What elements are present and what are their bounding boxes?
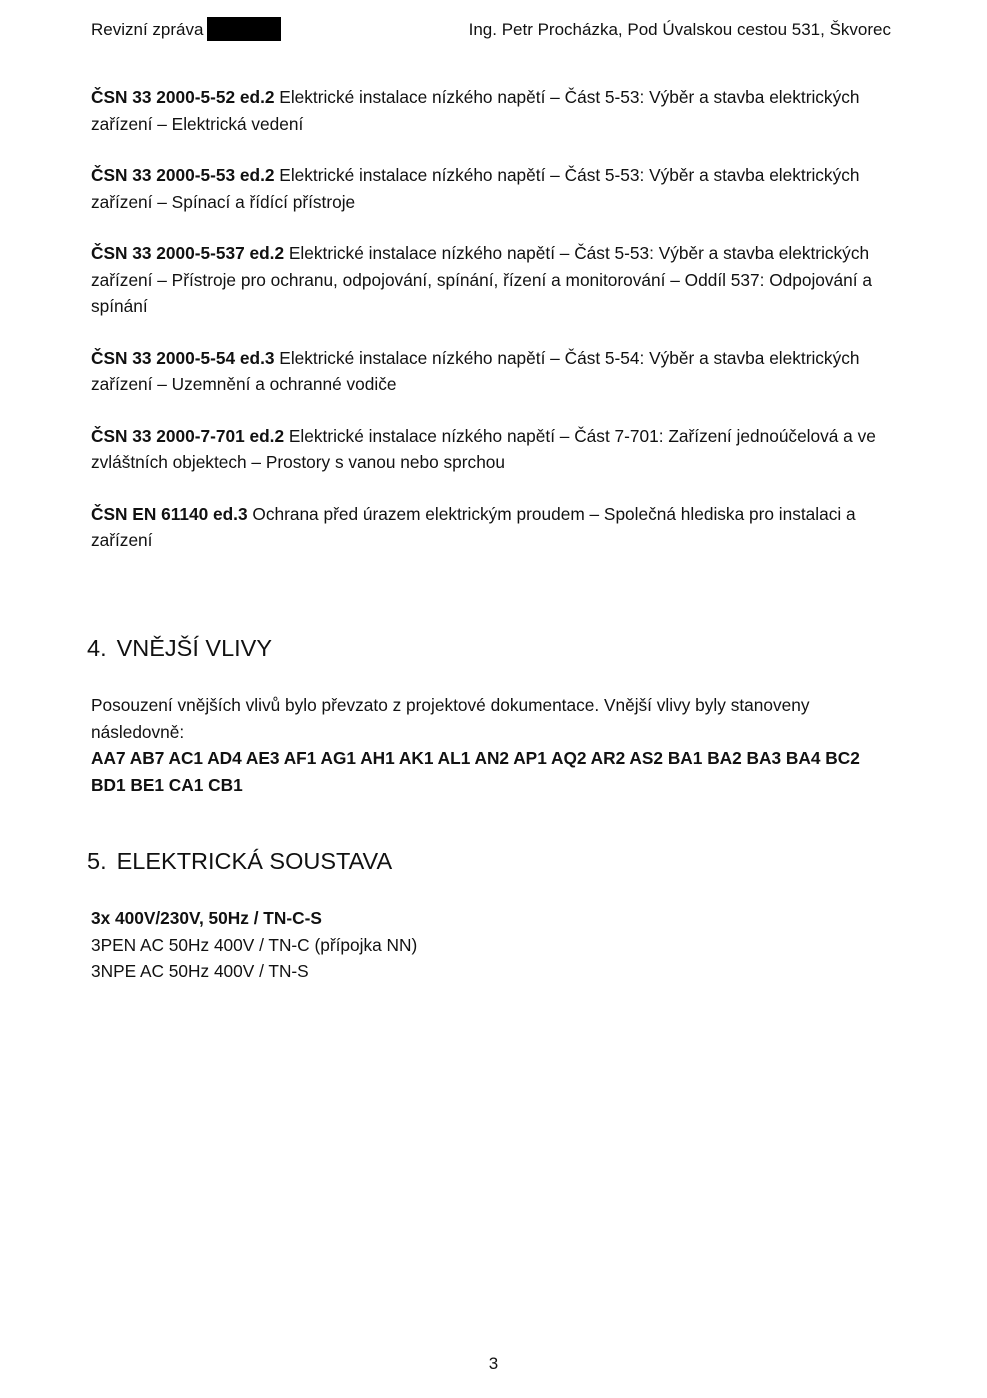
standard-item bbox=[91, 501, 897, 554]
standard-code: ČSN 33 2000-5-53 ed.2 bbox=[91, 165, 275, 185]
external-influences-intro: Posouzení vnějších vlivů bylo převzato z projektové dokumentace. Vnější vlivy byly stanoveny následovně: bbox=[91, 695, 810, 742]
standard-text: Elektrické instalace nízkého napětí – Část 5-53: Výběr a stavba elektrických zařízení – Elektrická vedení bbox=[91, 87, 860, 134]
header-author: Ing. Petr Procházka, Pod Úvalskou cestou 531, Škvorec bbox=[468, 20, 891, 39]
standard-item bbox=[91, 240, 897, 320]
external-influences-codes: AA7 AB7 AC1 AD4 AE3 AF1 AG1 AH1 AK1 AL1 AN2 AP1 AQ2 AR2 AS2 BA1 BA2 BA3 BA4 BC2 BD1 BE1 CA1 CB1 bbox=[91, 748, 860, 795]
standard-item bbox=[91, 84, 897, 137]
standard-item bbox=[91, 423, 897, 476]
system-line-tnc: 3PEN AC 50Hz 400V / TN-C (přípojka NN) bbox=[91, 935, 418, 955]
standard-text: Elektrické instalace nízkého napětí – Část 5-53: Výběr a stavba elektrických zařízení – Spínací a řídící přístroje bbox=[91, 165, 860, 212]
standards-list bbox=[91, 84, 897, 579]
system-line-main: 3x 400V/230V, 50Hz / TN-C-S bbox=[91, 908, 322, 928]
report-title: Revizní zpráva bbox=[91, 20, 204, 39]
standard-code: ČSN 33 2000-5-52 ed.2 bbox=[91, 87, 275, 107]
standard-item bbox=[91, 345, 897, 398]
standard-code: ČSN EN 61140 ed.3 bbox=[91, 503, 248, 524]
section-number: 4. bbox=[87, 635, 107, 661]
page-number: 3 bbox=[488, 1354, 499, 1373]
standard-item bbox=[91, 162, 897, 215]
standard-text: Elektrické instalace nízkého napětí – Část 5-54: Výběr a stavba elektrických zařízení – Uzemnění a ochranné vodiče bbox=[91, 347, 860, 394]
standard-code: ČSN 33 2000-5-537 ed.2 bbox=[91, 243, 285, 263]
section-5-heading bbox=[87, 846, 392, 876]
redaction-block bbox=[207, 17, 281, 41]
standard-code: ČSN 33 2000-7-701 ed.2 bbox=[91, 425, 285, 446]
section-title: VNĚJŠÍ VLIVY bbox=[116, 635, 273, 661]
section-title: ELEKTRICKÁ SOUSTAVA bbox=[116, 848, 393, 874]
standard-code: ČSN 33 2000-5-54 ed.3 bbox=[91, 347, 275, 368]
section-number: 5. bbox=[87, 848, 107, 874]
standard-text: Ochrana před úrazem elektrickým proudem – Společná hlediska pro instalaci a zařízení bbox=[91, 503, 856, 550]
system-line-tns: 3NPE AC 50Hz 400V / TN-S bbox=[91, 961, 309, 981]
header-left bbox=[91, 17, 281, 43]
standard-text: Elektrické instalace nízkého napětí – Část 5-53: Výběr a stavba elektrických zařízení – Přístroje pro ochranu, odpojování, spínání, řízení a monitorování – Oddíl 537: Odpojování a spínání bbox=[91, 243, 872, 316]
page-header bbox=[91, 17, 891, 43]
section-4-heading bbox=[87, 633, 272, 663]
standard-text: Elektrické instalace nízkého napětí – Část 7-701: Zařízení jednoúčelová a ve zvláštních objektech – Prostory s vanou nebo sprchou bbox=[91, 425, 876, 472]
